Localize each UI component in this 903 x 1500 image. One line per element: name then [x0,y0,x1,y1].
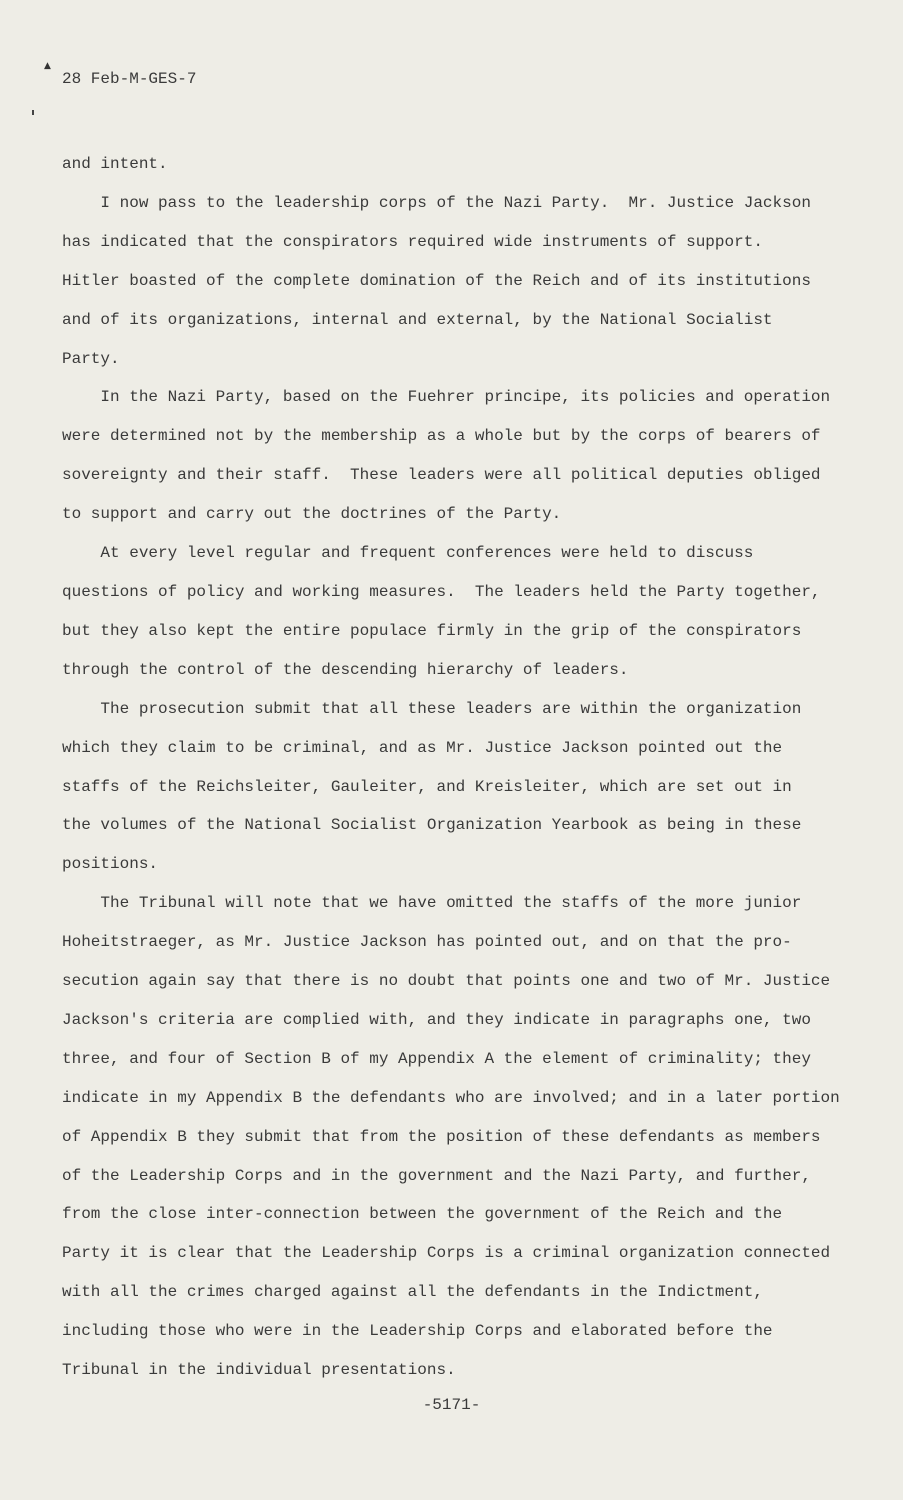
text-line: through the control of the descending hierarchy of leaders. [62,660,629,679]
text-line: The prosecution submit that all these leaders are within the organization [62,699,802,718]
text-line: with all the crimes charged against all the defendants in the Indictment, [62,1283,763,1302]
paragraph [62,884,862,1390]
text-line: The Tribunal will note that we have omitted the staffs of the more junior [62,894,802,913]
text-line: questions of policy and working measures. The leaders held the Party together, [62,582,821,601]
document-header: 28 Feb-M-GES-7 [62,70,197,88]
text-line: of Appendix B they submit that from the position of these defendants as members [62,1127,821,1146]
margin-tick-icon [32,110,34,115]
corner-mark-icon: ▲ [44,61,51,71]
text-line: Hoheitstraeger, as Mr. Justice Jackson has pointed out, and on that the pro- [62,933,792,952]
text-line: secution again say that there is no doubt that points one and two of Mr. Justice [62,972,831,991]
paragraph [62,378,862,534]
text-line: the volumes of the National Socialist Organization Yearbook as being in these [62,816,802,835]
page-number-text: -5171- [422,1396,481,1414]
text-line: has indicated that the conspirators required wide instruments of support. [62,232,763,251]
text-line: Tribunal in the individual presentations. [62,1361,456,1380]
text-line: three, and four of Section B of my Appendix A the element of criminality; they [62,1049,811,1068]
text-line: which they claim to be criminal, and as Mr. Justice Jackson pointed out the [62,738,783,757]
text-line: including those who were in the Leadership Corps and elaborated before the [62,1322,773,1341]
paragraph [62,690,862,885]
paragraph [62,184,862,379]
text-line: to support and carry out the doctrines of the Party. [62,505,562,524]
document-body [62,145,862,1390]
paragraph [62,534,862,690]
text-line: from the close inter-connection between the government of the Reich and the [62,1205,783,1224]
text-line: indicate in my Appendix B the defendants who are involved; and in a later portion [62,1088,840,1107]
text-line: staffs of the Reichsleiter, Gauleiter, and Kreisleiter, which are set out in [62,777,792,796]
page-number [0,1396,903,1414]
text-line: sovereignty and their staff. These leaders were all political deputies obliged [62,466,821,485]
text-line: of the Leadership Corps and in the government and the Nazi Party, and further, [62,1166,811,1185]
text-line: In the Nazi Party, based on the Fuehrer principe, its policies and operation [62,388,831,407]
text-line: I now pass to the leadership corps of the Nazi Party. Mr. Justice Jackson [62,193,811,212]
text-line: were determined not by the membership as a whole but by the corps of bearers of [62,427,821,446]
text-line: At every level regular and frequent conferences were held to discuss [62,544,754,563]
text-line: but they also kept the entire populace firmly in the grip of the conspirators [62,621,802,640]
text-line: Party. [62,349,120,368]
text-line: Jackson's criteria are complied with, and they indicate in paragraphs one, two [62,1010,811,1029]
text-line: and of its organizations, internal and external, by the National Socialist [62,310,773,329]
text-line: Hitler boasted of the complete domination of the Reich and of its institutions [62,271,811,290]
paragraph [62,145,862,184]
text-line: and intent. [62,155,168,173]
text-line: positions. [62,855,159,874]
text-line: Party it is clear that the Leadership Corps is a criminal organization connected [62,1244,831,1263]
